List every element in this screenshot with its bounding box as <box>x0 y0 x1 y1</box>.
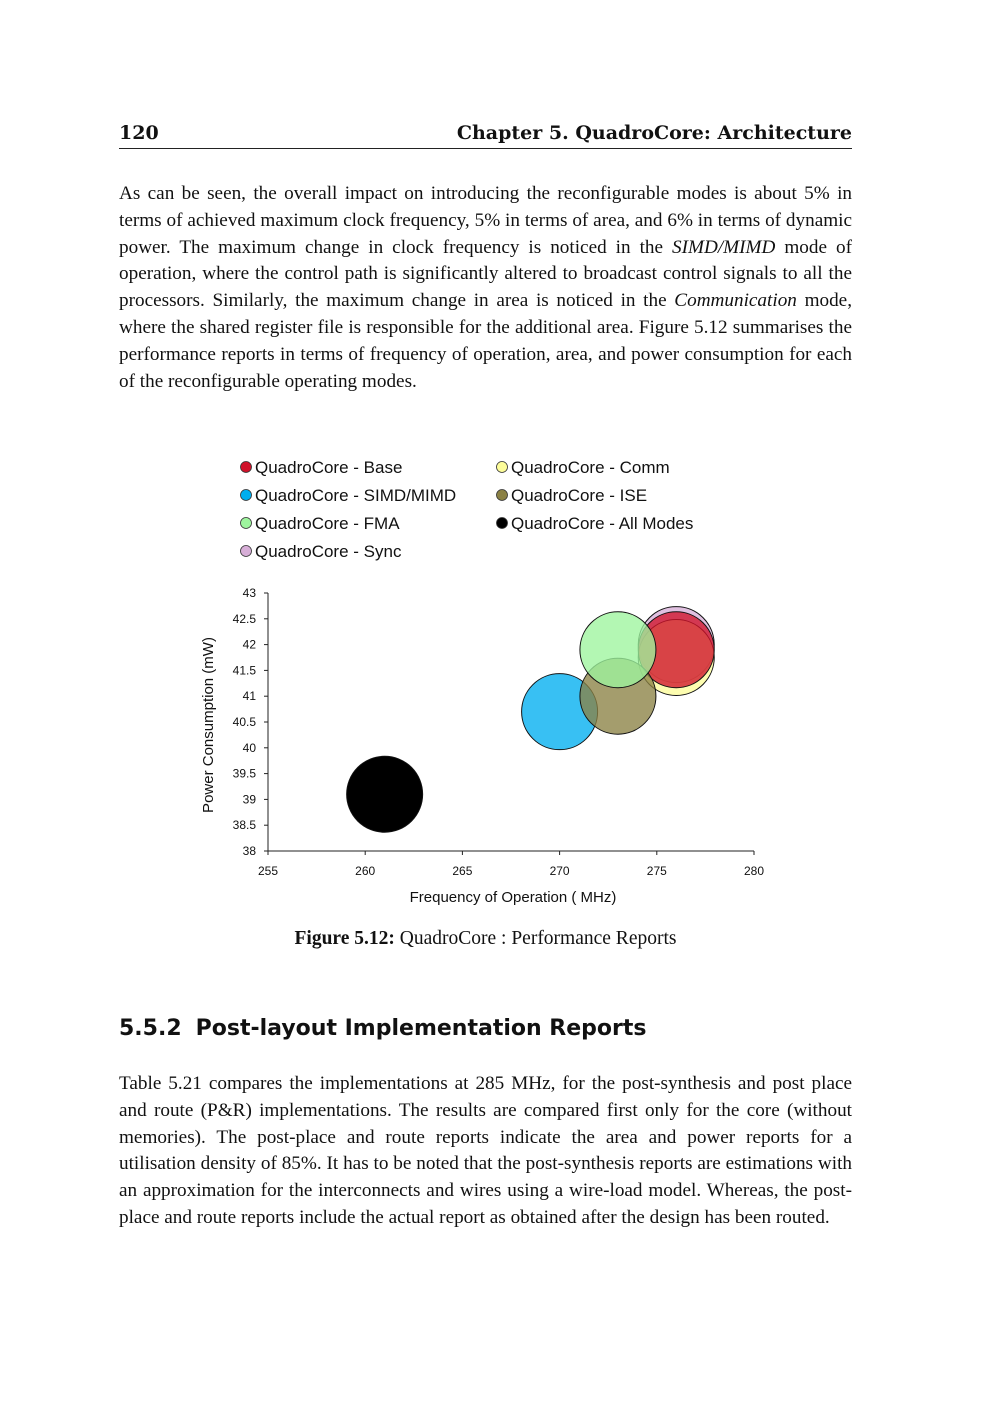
legend-swatch <box>241 462 252 473</box>
emphasis-communication: Communication <box>674 290 797 312</box>
legend-entry: QuadroCore - Base <box>255 458 403 477</box>
legend-entry: QuadroCore - Sync <box>255 542 402 561</box>
performance-bubble-chart <box>180 450 800 920</box>
figure-caption <box>119 928 852 950</box>
legend-swatch <box>241 518 252 529</box>
legend-entry: QuadroCore - Comm <box>511 458 670 477</box>
y-tick-label: 41.5 <box>232 663 256 678</box>
y-tick-label: 39.5 <box>232 766 256 781</box>
y-tick-label: 40 <box>242 740 256 755</box>
x-tick-label: 260 <box>355 864 376 878</box>
page-number: 120 <box>119 122 159 144</box>
y-tick-label: 43 <box>242 586 256 600</box>
paragraph-text: mode of operation, where the control path is significantly altered to broadcast control signals to all the processors. Similarly, the maximum change in area is noticed in the <box>119 236 852 312</box>
x-tick-label: 275 <box>646 864 667 878</box>
x-tick-label: 265 <box>452 864 473 878</box>
y-axis-label: Power Consumption (mW) <box>200 637 217 813</box>
legend-swatch <box>497 490 508 501</box>
bubble-point <box>347 756 423 832</box>
section-number: 5.5.2 <box>119 1016 182 1041</box>
paragraph-text: mode, where the shared register file is responsible for the additional area. Figure 5.12 summarises the performance reports in terms of frequency of operation, area, and power consumption for each of the reconfigurable operating modes. <box>119 290 852 392</box>
legend-swatch <box>497 518 508 529</box>
chart-legend <box>241 458 694 561</box>
x-tick-label: 255 <box>257 864 279 878</box>
y-tick-label: 41 <box>242 689 256 704</box>
body-paragraph-1 <box>119 181 852 395</box>
y-tick-label: 39 <box>242 792 256 807</box>
x-axis-label: Frequency of Operation ( MHz) <box>409 889 617 906</box>
y-tick-label: 42 <box>242 637 256 652</box>
legend-entry: QuadroCore - All Modes <box>511 514 694 533</box>
paragraph-text: As can be seen, the overall impact on introducing the reconfigurable modes is about 5% in terms of achieved maximum clock frequency, 5% in terms of area, and 6% in terms of dynamic power. The maximum change in clock frequency is noticed in the <box>119 183 852 258</box>
body-paragraph-2: Table 5.21 compares the implementations at 285 MHz, for the post-synthesis and post place and route (P&R) implementations. The results are compared first only for the core (without memories). The post-place and route reports indicate the area and power reports for a utilisation density of 85%. It has to be noted that the post-synthesis reports are estimations with an approximation for the interconnects and wires using a wire-load model. Whereas, the post-place and route reports include the actual report as obtained after the design has been routed. <box>119 1073 852 1228</box>
y-tick-label: 42.5 <box>232 611 256 626</box>
y-tick-label: 38 <box>242 844 256 858</box>
figure-label: Figure 5.12: <box>294 928 395 949</box>
legend-entry: QuadroCore - SIMD/MIMD <box>255 486 457 505</box>
section-heading <box>119 1016 647 1041</box>
x-tick-label: 270 <box>549 864 570 878</box>
figure-caption-text: QuadroCore : Performance Reports <box>394 928 677 949</box>
chapter-title: Chapter 5. QuadroCore: Architecture <box>456 122 852 144</box>
bubble-point <box>580 612 656 688</box>
x-tick-label: 280 <box>743 864 765 878</box>
section-title: Post-layout Implementation Reports <box>195 1016 647 1041</box>
y-tick-label: 38.5 <box>232 818 256 833</box>
legend-entry: QuadroCore - ISE <box>511 486 648 505</box>
legend-swatch <box>241 490 252 501</box>
emphasis-simd-mimd: SIMD/MIMD <box>672 236 776 258</box>
legend-swatch <box>241 546 252 557</box>
legend-swatch <box>497 462 508 473</box>
page-header <box>119 120 852 149</box>
y-tick-label: 40.5 <box>232 715 256 729</box>
chart-bubbles <box>347 607 715 833</box>
legend-entry: QuadroCore - FMA <box>255 514 400 533</box>
